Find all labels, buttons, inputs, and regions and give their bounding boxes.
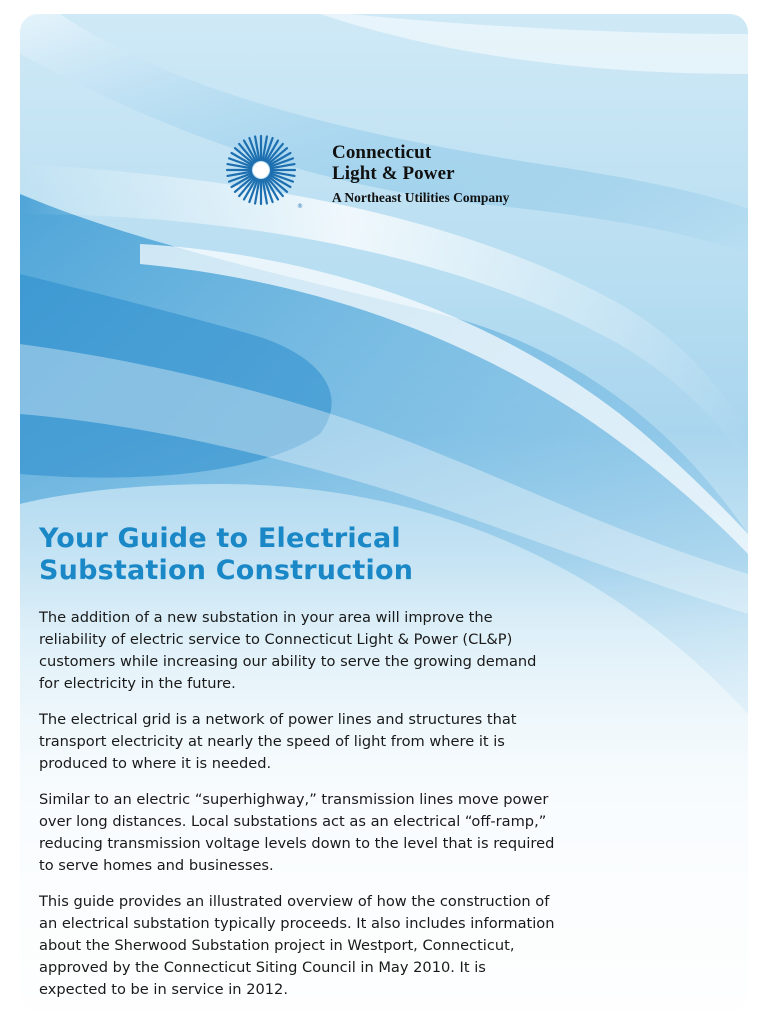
text-line: reliability of electric service to Connecticut Light & Power (CL&P) [39, 631, 513, 648]
text-line: to serve homes and businesses. [39, 857, 274, 874]
intro-text [39, 607, 739, 1012]
text-line: produced to where it is needed. [39, 755, 272, 772]
page-title-line2: Substation Construction [39, 555, 414, 586]
text-line: expected to be in service in 2012. [39, 981, 288, 998]
text-line: The addition of a new substation in your area will improve the [39, 609, 493, 626]
registered-mark: ® [297, 203, 303, 210]
text-line: approved by the Connecticut Siting Council in May 2010. It is [39, 959, 486, 976]
paragraph-superhighway [39, 789, 739, 877]
company-tagline: A Northeast Utilities Company [332, 190, 510, 205]
brochure-page [20, 14, 748, 1012]
company-name-line1: Connecticut [332, 142, 432, 163]
paragraph-grid [39, 709, 739, 775]
page-title-line1: Your Guide to Electrical [39, 523, 401, 554]
company-name-line2: Light & Power [332, 163, 455, 184]
paragraph-guide-overview [39, 891, 739, 1001]
text-line: transport electricity at nearly the speed of light from where it is [39, 733, 505, 750]
company-name [332, 142, 455, 184]
text-line: customers while increasing our ability to serve the growing demand [39, 653, 537, 670]
text-line: an electrical substation typically proceeds. It also includes information [39, 915, 555, 932]
page-title [39, 523, 413, 587]
text-line: The electrical grid is a network of power lines and structures that [39, 711, 517, 728]
text-line: Similar to an electric “superhighway,” transmission lines move power [39, 791, 549, 808]
text-line: for electricity in the future. [39, 675, 236, 692]
paragraph-intro [39, 607, 739, 695]
text-line: This guide provides an illustrated overview of how the construction of [39, 893, 550, 910]
sunburst-globe-logo-icon [225, 134, 305, 214]
text-line: reducing transmission voltage levels down to the level that is required [39, 835, 555, 852]
text-line: about the Sherwood Substation project in Westport, Connecticut, [39, 937, 515, 954]
text-line: over long distances. Local substations act as an electrical “off-ramp,” [39, 813, 547, 830]
company-logo [225, 134, 565, 224]
